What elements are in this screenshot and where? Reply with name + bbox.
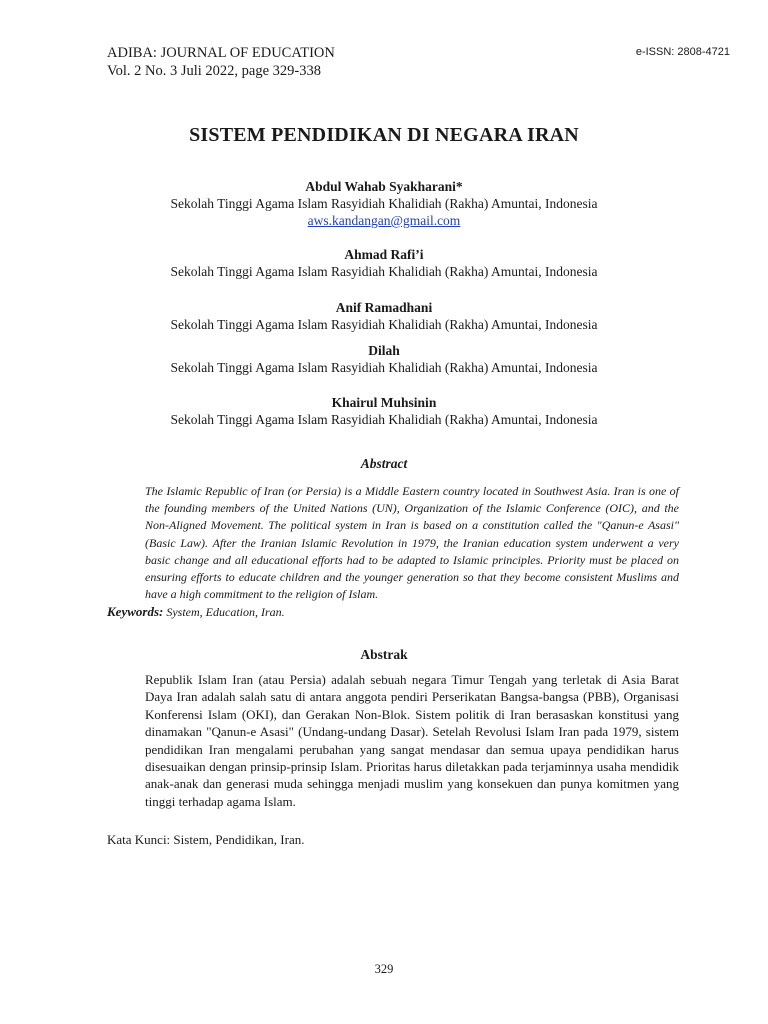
journal-name: ADIBA: JOURNAL OF EDUCATION (107, 45, 335, 61)
author-block-4 (0, 342, 768, 376)
abstract-heading: Abstract (360, 456, 408, 471)
keywords-line (107, 604, 285, 620)
abstrak-heading: Abstrak (360, 647, 408, 662)
author-name: Ahmad Rafi’i (344, 247, 424, 262)
journal-header-left (107, 44, 335, 80)
author-affiliation: Sekolah Tinggi Agama Islam Rasyidiah Khalidiah (Rakha) Amuntai, Indonesia (170, 196, 598, 211)
page-number: 329 (374, 962, 394, 976)
keywords-values: System, Education, Iran. (163, 605, 285, 619)
author-email-link[interactable]: aws.kandangan@gmail.com (307, 213, 461, 228)
author-block-2 (0, 246, 768, 280)
author-name: Dilah (368, 343, 400, 358)
author-block-5 (0, 394, 768, 428)
journal-issn: e-ISSN: 2808-4721 (635, 46, 730, 58)
author-name: Abdul Wahab Syakharani* (305, 179, 463, 194)
keywords-label: Keywords: (107, 604, 164, 619)
author-affiliation: Sekolah Tinggi Agama Islam Rasyidiah Khalidiah (Rakha) Amuntai, Indonesia (170, 360, 598, 375)
abstrak-text: Republik Islam Iran (atau Persia) adalah sebuah negara Timur Tengah yang terletak di Asia Barat Daya Iran adalah salah satu di antara anggota pendiri Perserikatan Bangsa-bangsa (PBB), Organisasi Konferensi Islam (OKI), dan Gerakan Non-Blok. Sistem politik di Iran berasaskan konstitusi yang dinamakan "Qanun-e Asasi" (Undang-undang Dasar). Setelah Revolusi Islam Iran pada 1979, sistem pendidikan Iran mengalami perubahan yang sangat mendasar dan semua upaya pendidikan harus disesuaikan dengan prinsip-prinsip Islam. Prioritas harus diletakkan pada terjaminnya usaha mendidik anak-anak dan generasi muda sehingga menjadi muslim yang konsekuen dan punya komitmen yang tinggi terhadap agama Islam. (145, 672, 679, 809)
kata-kunci-line: Kata Kunci: Sistem, Pendidikan, Iran. (107, 832, 305, 847)
author-affiliation: Sekolah Tinggi Agama Islam Rasyidiah Khalidiah (Rakha) Amuntai, Indonesia (170, 412, 598, 427)
author-name: Khairul Muhsinin (331, 395, 437, 410)
journal-volume: Vol. 2 No. 3 Juli 2022, page 329-338 (107, 63, 322, 79)
author-affiliation: Sekolah Tinggi Agama Islam Rasyidiah Khalidiah (Rakha) Amuntai, Indonesia (170, 317, 598, 332)
abstract-text: The Islamic Republic of Iran (or Persia) is a Middle Eastern country located in Southwest Asia. Iran is one of the founding members of the United Nations (UN), Organization of the Islamic Conference (OIC), and the Non-Aligned Movement. The political system in Iran is based on a constitution called the "Qanun-e Asasi" (Basic Law). After the Iranian Islamic Revolution in 1979, the Iranian education system underwent a very basic change and all educational efforts had to be adapted to Islamic principles. Priority must be placed on ensuring efforts to educate children and the younger generation so that they become consistent Muslims and have a high commitment to the religion of Islam. (145, 484, 679, 602)
author-name: Anif Ramadhani (335, 300, 433, 315)
author-affiliation: Sekolah Tinggi Agama Islam Rasyidiah Khalidiah (Rakha) Amuntai, Indonesia (170, 264, 598, 279)
author-block-3 (0, 299, 768, 333)
paper-title: SISTEM PENDIDIKAN DI NEGARA IRAN (189, 124, 579, 146)
author-block-1 (0, 178, 768, 229)
